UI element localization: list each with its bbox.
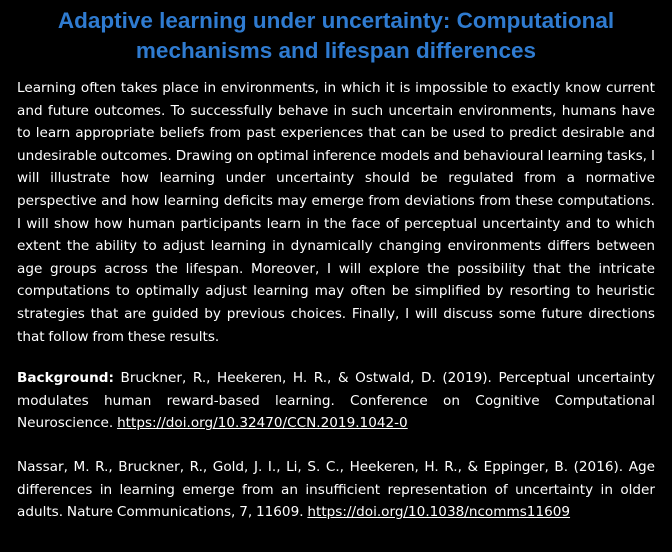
title-line-1: Adaptive learning under uncertainty: Computational (57, 8, 615, 33)
background-reference (17, 367, 655, 435)
nassar-doi-link[interactable]: https://doi.org/10.1038/ncomms11609 (307, 504, 571, 521)
abstract-paragraph: Learning often takes place in environments, in which it is impossible to exactly know current and future outcomes. To successfully behave in such uncertain environments, humans have to learn appropriate beliefs from past experiences that can be used to predict desirable and undesirable outcomes. Drawing on optimal inference models and behavioural learning tasks, I will illustrate how learning under uncertainty should be regulated from a normative perspective and how learning deficits may emerge from deviations from these computations. I will show how human participants learn in the face of perceptual uncertainty and to which extent the ability to adjust learning in dynamically changing environments differs between age groups across the lifespan. Moreover, I will explore the possibility that the intricate computations to optimally adjust learning may often be simplified by resorting to heuristic strategies that are guided by previous choices. Finally, I will discuss some future directions that follow from these results. (17, 80, 655, 345)
page-title (17, 6, 655, 66)
nassar-citation: Nassar, M. R., Bruckner, R., Gold, J. I., Li, S. C., Heekeren, H. R., & Eppinger, B. (2016). Age differences in learning emerge from an insufficient representation of uncertainty in older adults. Nature Communications, 7, 11609. (17, 458, 655, 521)
background-citation: Bruckner, R., Heekeren, H. R., & Ostwald, D. (2019). Perceptual uncertainty modulates human reward-based learning. Conference on Cognitive Computational Neuroscience. (17, 370, 655, 432)
background-doi-link[interactable]: https://doi.org/10.32470/CCN.2019.1042-0 (117, 415, 408, 432)
background-label: Background: (17, 370, 114, 387)
title-line-2: mechanisms and lifespan differences (135, 38, 537, 63)
nassar-reference (17, 456, 655, 524)
